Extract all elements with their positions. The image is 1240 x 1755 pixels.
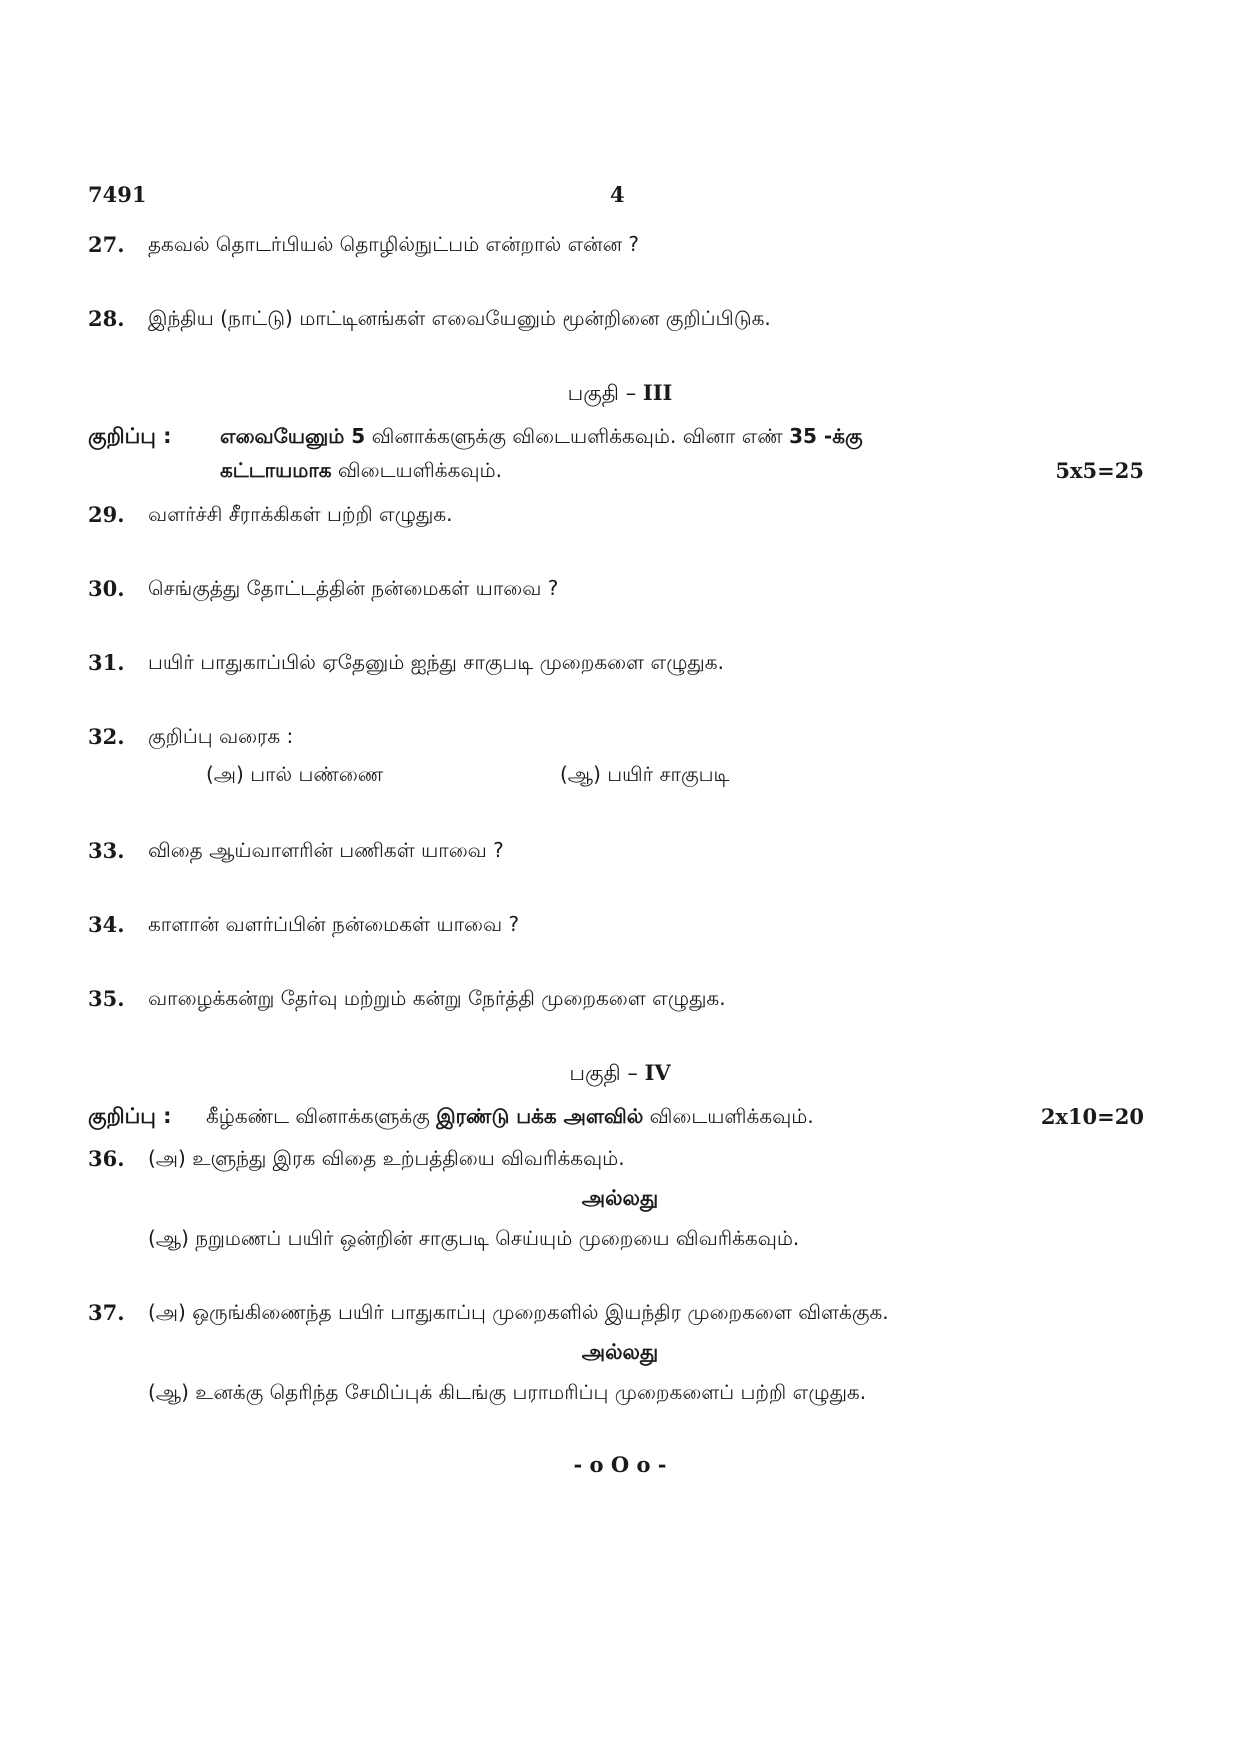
question-number: 27. <box>88 232 125 257</box>
note-text-1: வினாக்களுக்கு விடையளிக்கவும். வினா எண் <box>371 424 783 448</box>
section-heading-part-4 <box>0 1060 1240 1088</box>
question-number: 33. <box>88 838 125 863</box>
note-line-1 <box>206 1104 814 1131</box>
note-emphasis-any: எவையேனும் 5 <box>220 424 366 448</box>
note-emphasis-q35: 35 -க்கு <box>789 424 863 448</box>
page-number: 4 <box>610 182 625 207</box>
option-b: (ஆ) உனக்கு தெரிந்த சேமிப்புக் கிடங்கு பராமரிப்பு முறைகளைப் பற்றி எழுதுக. <box>148 1380 867 1404</box>
or-separator: அல்லது <box>581 1340 659 1364</box>
option-a: (அ) பால் பண்ணை <box>206 762 384 786</box>
note-line-1 <box>220 424 863 451</box>
question-number: 28. <box>88 306 125 331</box>
section-dash: – <box>627 1061 638 1085</box>
section-heading-part-3 <box>0 380 1240 408</box>
section-roman: III <box>642 380 673 405</box>
note-label: குறிப்பு : <box>88 424 172 448</box>
question-number: 34. <box>88 912 125 937</box>
question-text: காளான் வளர்ப்பின் நன்மைகள் யாவை ? <box>148 912 520 936</box>
question-number: 37. <box>88 1300 125 1325</box>
question-number: 36. <box>88 1146 125 1171</box>
or-separator: அல்லது <box>581 1186 659 1210</box>
option-b: (ஆ) பயிர் சாகுபடி <box>560 762 730 786</box>
question-text: இந்திய (நாட்டு) மாட்டினங்கள் எவையேனும் மூன்றினை குறிப்பிடுக. <box>148 306 771 330</box>
question-text: செங்குத்து தோட்டத்தின் நன்மைகள் யாவை ? <box>148 576 559 600</box>
note-label: குறிப்பு : <box>88 1104 172 1128</box>
question-text: வளர்ச்சி சீராக்கிகள் பற்றி எழுதுக. <box>148 502 453 526</box>
section-title: பகுதி <box>569 1061 621 1085</box>
option-a: (அ) ஒருங்கிணைந்த பயிர் பாதுகாப்பு முறைகளில் இயந்திர முறைகளை விளக்குக. <box>148 1300 889 1324</box>
note-text-1: கீழ்கண்ட வினாக்களுக்கு <box>206 1104 430 1128</box>
marks-allocation: 2x10=20 <box>1040 1104 1144 1129</box>
question-text: தகவல் தொடர்பியல் தொழில்நுட்பம் என்றால் என்ன ? <box>148 232 639 256</box>
option-a: (அ) உளுந்து இரக விதை உற்பத்தியை விவரிக்கவும். <box>148 1146 625 1170</box>
section-dash: – <box>625 381 637 405</box>
marks-allocation: 5x5=25 <box>1055 458 1144 483</box>
note-emphasis-compulsory: கட்டாயமாக <box>220 458 332 482</box>
note-emphasis-length: இரண்டு பக்க அளவில் <box>436 1104 644 1128</box>
question-text: விதை ஆய்வாளரின் பணிகள் யாவை ? <box>148 838 504 862</box>
question-number: 30. <box>88 576 125 601</box>
question-text: வாழைக்கன்று தேர்வு மற்றும் கன்று நேர்த்தி முறைகளை எழுதுக. <box>148 986 726 1010</box>
question-number: 29. <box>88 502 125 527</box>
question-text: குறிப்பு வரைக : <box>148 724 294 748</box>
note-text-2: விடையளிக்கவும். <box>337 458 502 482</box>
question-number: 35. <box>88 986 125 1011</box>
question-text: பயிர் பாதுகாப்பில் ஏதேனும் ஐந்து சாகுபடி முறைகளை எழுதுக. <box>148 650 724 674</box>
question-number: 32. <box>88 724 125 749</box>
end-of-paper-mark: - o O o - <box>573 1452 667 1477</box>
note-text-2: விடையளிக்கவும். <box>649 1104 814 1128</box>
section-roman: IV <box>644 1060 671 1085</box>
option-b: (ஆ) நறுமணப் பயிர் ஒன்றின் சாகுபடி செய்யும் முறையை விவரிக்கவும். <box>148 1226 800 1250</box>
note-line-2 <box>220 458 502 485</box>
paper-code: 7491 <box>88 182 147 207</box>
section-title: பகுதி <box>567 381 619 405</box>
question-number: 31. <box>88 650 125 675</box>
